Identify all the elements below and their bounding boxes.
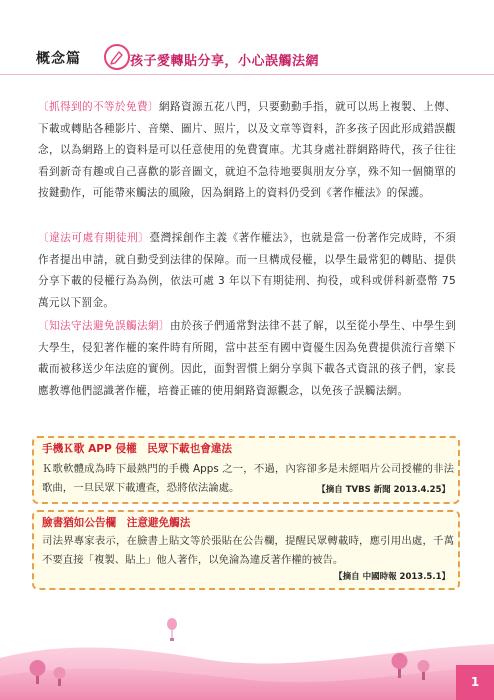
- paragraph-heading: 〔知法守法避免誤觸法網〕: [38, 320, 171, 332]
- balloon-icon: [167, 618, 177, 641]
- pencil-icon: [104, 44, 130, 70]
- category-label: 概念篇: [36, 51, 81, 67]
- news-box-body: 司法界專家表示，在臉書上貼文等於張貼在公告欄，提醒民眾轉載時，應引用出處，千萬不要直接「複製、貼上」他人著作，以免淪為違反著作權的被告。: [42, 535, 454, 566]
- cloud-icon: [106, 629, 348, 646]
- paragraph-free-download: [38, 97, 456, 205]
- news-box-citation: 【摘自 TVBS 新聞 2013.4.25】: [317, 485, 450, 495]
- paragraph-heading: 〔違法可處有期徒刑〕: [38, 232, 150, 244]
- news-box-karaoke-app: [32, 436, 460, 504]
- paragraph-text: 網路資源五花八門，只要動動手指，就可以馬上複製、上傳、下載或轉貼各種影片、音樂、圖片、照片，以及文章等資料，許多孩子因此形成錯誤觀念，以為網路上的資料是可以任意使用的免費寶庫。尤其身處社群網路時代，孩子往往看到新奇有趣或自己喜歡的影音圖文，就迫不急待地要與朋友分享，殊不知一個簡單的按鍵動作，可能帶來觸法的風險，因為網路上的資料仍受到《著作權法》的保護。: [38, 101, 456, 200]
- news-box-title: 手機Ｋ歌 APP 侵權 民眾下載也會違法: [42, 443, 233, 455]
- paragraph-heading: 〔抓得到的不等於免費〕: [38, 101, 160, 113]
- news-box-citation: 【摘自 中國時報 2013.5.1】: [334, 572, 450, 582]
- title-pill: [104, 44, 330, 70]
- page-title: 孩子愛轉貼分享，小心誤觸法網: [130, 54, 320, 69]
- paragraph-text: 臺灣採創作主義《著作權法》，也就是當一份著作完成時，不須作者提出申請，就自動受到法律的保障。而一旦構成侵權，以學生最常犯的轉貼、提供分享下載的侵權行為為例，依法可處 3 年以下有期徒刑、拘役，或科或併科新臺幣 75 萬元以下罰金。: [38, 232, 456, 309]
- page-header: [36, 44, 456, 70]
- news-box-body: Ｋ歌軟體成為時下最熱門的手機 Apps 之一，不過，內容卻多是未經唱片公司授權的非法歌曲，一旦民眾下載遭查，恐將依法論處。: [42, 463, 454, 494]
- news-box-title: 臉書猶如公告欄 注意避免觸法: [42, 517, 191, 529]
- page-number: 1: [456, 665, 494, 700]
- paragraph-text: 由於孩子們通常對法律不甚了解，以至從小學生、中學生到大學生，侵犯著作權的案件時有所聞，當中甚至有國中資優生因為免費提供流行音樂下載而被移送少年法庭的實例。因此，面對習慣上網分享與下載各式資訊的孩子們，家長應教導他們認識著作權，培養正確的使用網路資源觀念，以免孩子誤觸法網。: [38, 320, 456, 397]
- landscape-illustration: [0, 600, 494, 700]
- news-box-facebook: [32, 510, 460, 590]
- paragraph-awareness: [38, 316, 456, 402]
- header-divider: [0, 74, 494, 75]
- paragraph-penalty: [38, 228, 456, 314]
